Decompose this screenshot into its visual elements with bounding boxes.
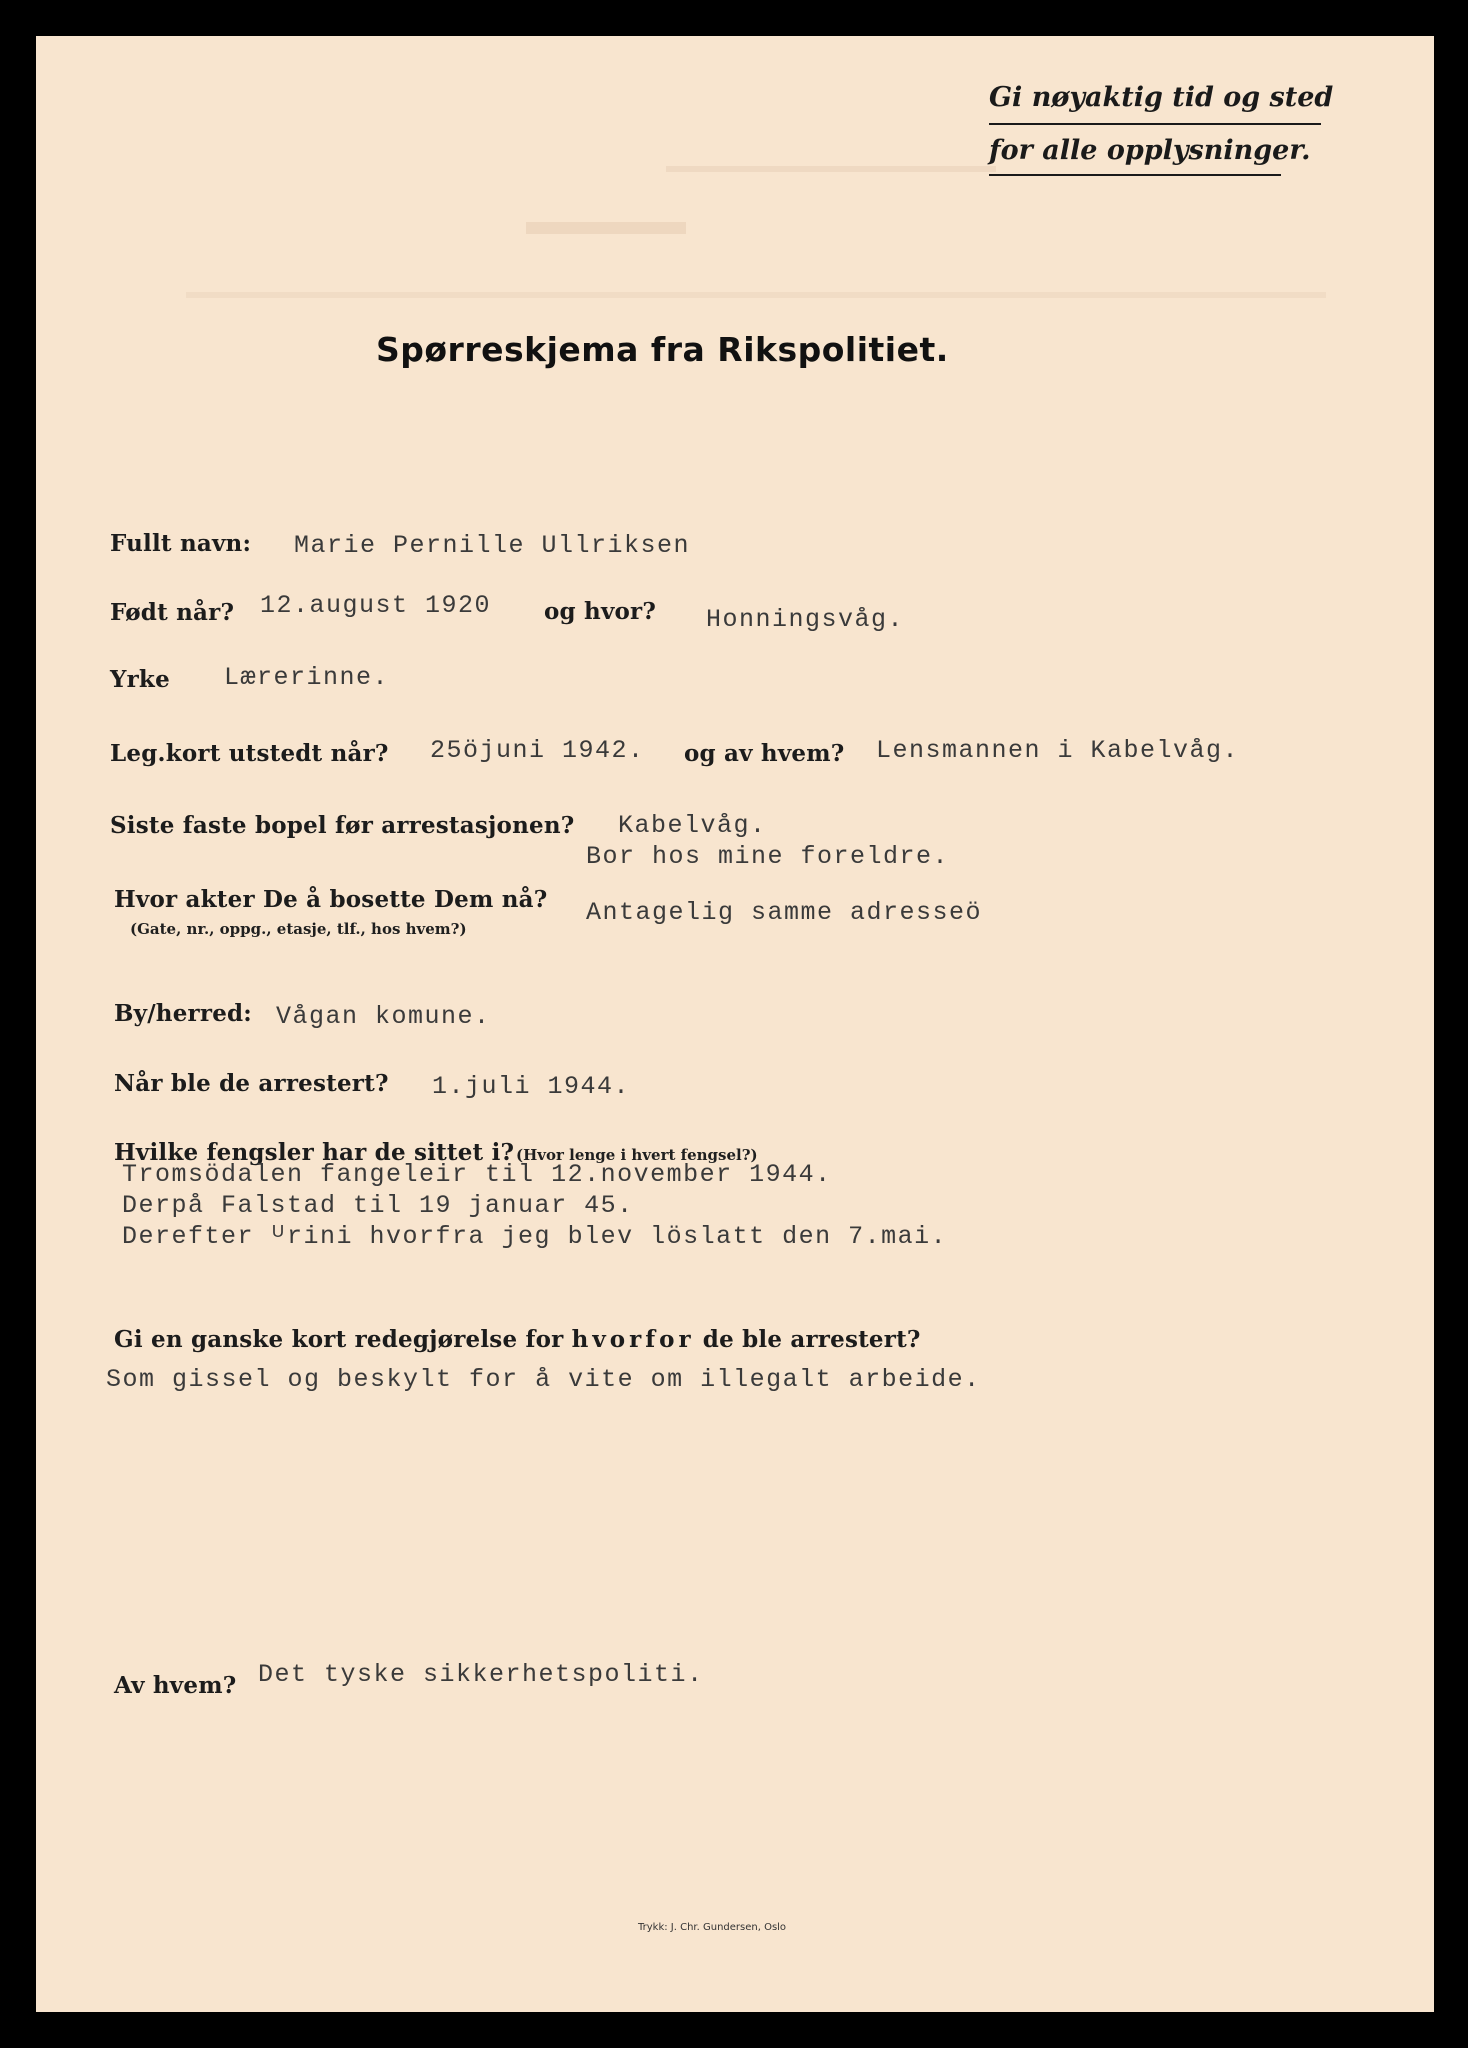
prisons-sublabel: (Hvor lenge i hvert fengsel?)	[516, 1146, 758, 1164]
municipality-value: Vågan komune.	[276, 1002, 491, 1031]
last-residence-value1: Kabelvåg.	[618, 811, 767, 840]
idcard-by-value: Lensmannen i Kabelvåg.	[876, 736, 1240, 765]
header-note-rule1	[989, 123, 1321, 125]
header-note-line1: Gi nøyaktig tid og sted	[989, 82, 1334, 113]
idcard-when-label: Leg.kort utstedt når?	[110, 740, 389, 767]
idcard-when-value: 25öjuni 1942.	[430, 736, 645, 765]
reason-label-emphasis: hvorfor	[571, 1326, 695, 1353]
page-title: Spørreskjema fra Rikspolitiet.	[376, 330, 949, 369]
born-when-label: Født når?	[110, 599, 235, 626]
bleed-through-mark	[526, 222, 686, 234]
by-whom-value: Det tyske sikkerhetspoliti.	[258, 1660, 704, 1689]
header-note-rule2	[989, 174, 1281, 176]
full-name-value: Marie Pernille Ullriksen	[294, 531, 691, 560]
bleed-through-mark	[186, 292, 1326, 298]
settle-value: Antagelig samme adresseö	[586, 898, 983, 927]
reason-value: Som gissel og beskylt for å vite om illegalt arbeide.	[106, 1365, 981, 1394]
reason-label-post: de ble arrestert?	[702, 1326, 921, 1353]
settle-label: Hvor akter De å bosette Dem nå?	[114, 886, 548, 913]
occupation-value: Lærerinne.	[224, 663, 390, 692]
prisons-line-1: Tromsödalen fangeleir til 12.november 1944.	[122, 1160, 832, 1189]
full-name-label: Fullt navn:	[110, 530, 252, 557]
settle-sublabel: (Gate, nr., oppg., etasje, tlf., hos hvem?)	[130, 920, 467, 938]
reason-label	[114, 1326, 921, 1353]
header-note-line2: for alle opplysninger.	[989, 135, 1311, 166]
form-page	[36, 36, 1434, 2012]
printer-footer: Trykk: J. Chr. Gundersen, Oslo	[638, 1922, 787, 1933]
last-residence-value2: Bor hos mine foreldre.	[586, 842, 950, 871]
born-when-value: 12.august 1920	[260, 591, 492, 620]
arrested-when-label: Når ble de arrestert?	[114, 1070, 389, 1097]
last-residence-label: Siste faste bopel før arrestasjonen?	[110, 812, 575, 839]
prisons-label: Hvilke fengsler har de sittet i?	[114, 1139, 515, 1166]
occupation-label: Yrke	[110, 666, 170, 693]
arrested-when-value: 1.juli 1944.	[432, 1072, 631, 1101]
prisons-line-3: Derefter ᵁrini hvorfra jeg blev löslatt den 7.mai.	[122, 1222, 948, 1251]
born-where-value: Honningsvåg.	[706, 605, 905, 634]
born-where-label: og hvor?	[544, 598, 657, 625]
idcard-by-label: og av hvem?	[684, 740, 845, 767]
prisons-line-2: Derpå Falstad til 19 januar 45.	[122, 1191, 634, 1220]
municipality-label: By/herred:	[114, 1000, 253, 1027]
reason-label-pre: Gi en ganske kort redegjørelse for	[114, 1326, 564, 1353]
bleed-through-mark	[666, 166, 996, 172]
by-whom-label: Av hvem?	[114, 1672, 237, 1699]
